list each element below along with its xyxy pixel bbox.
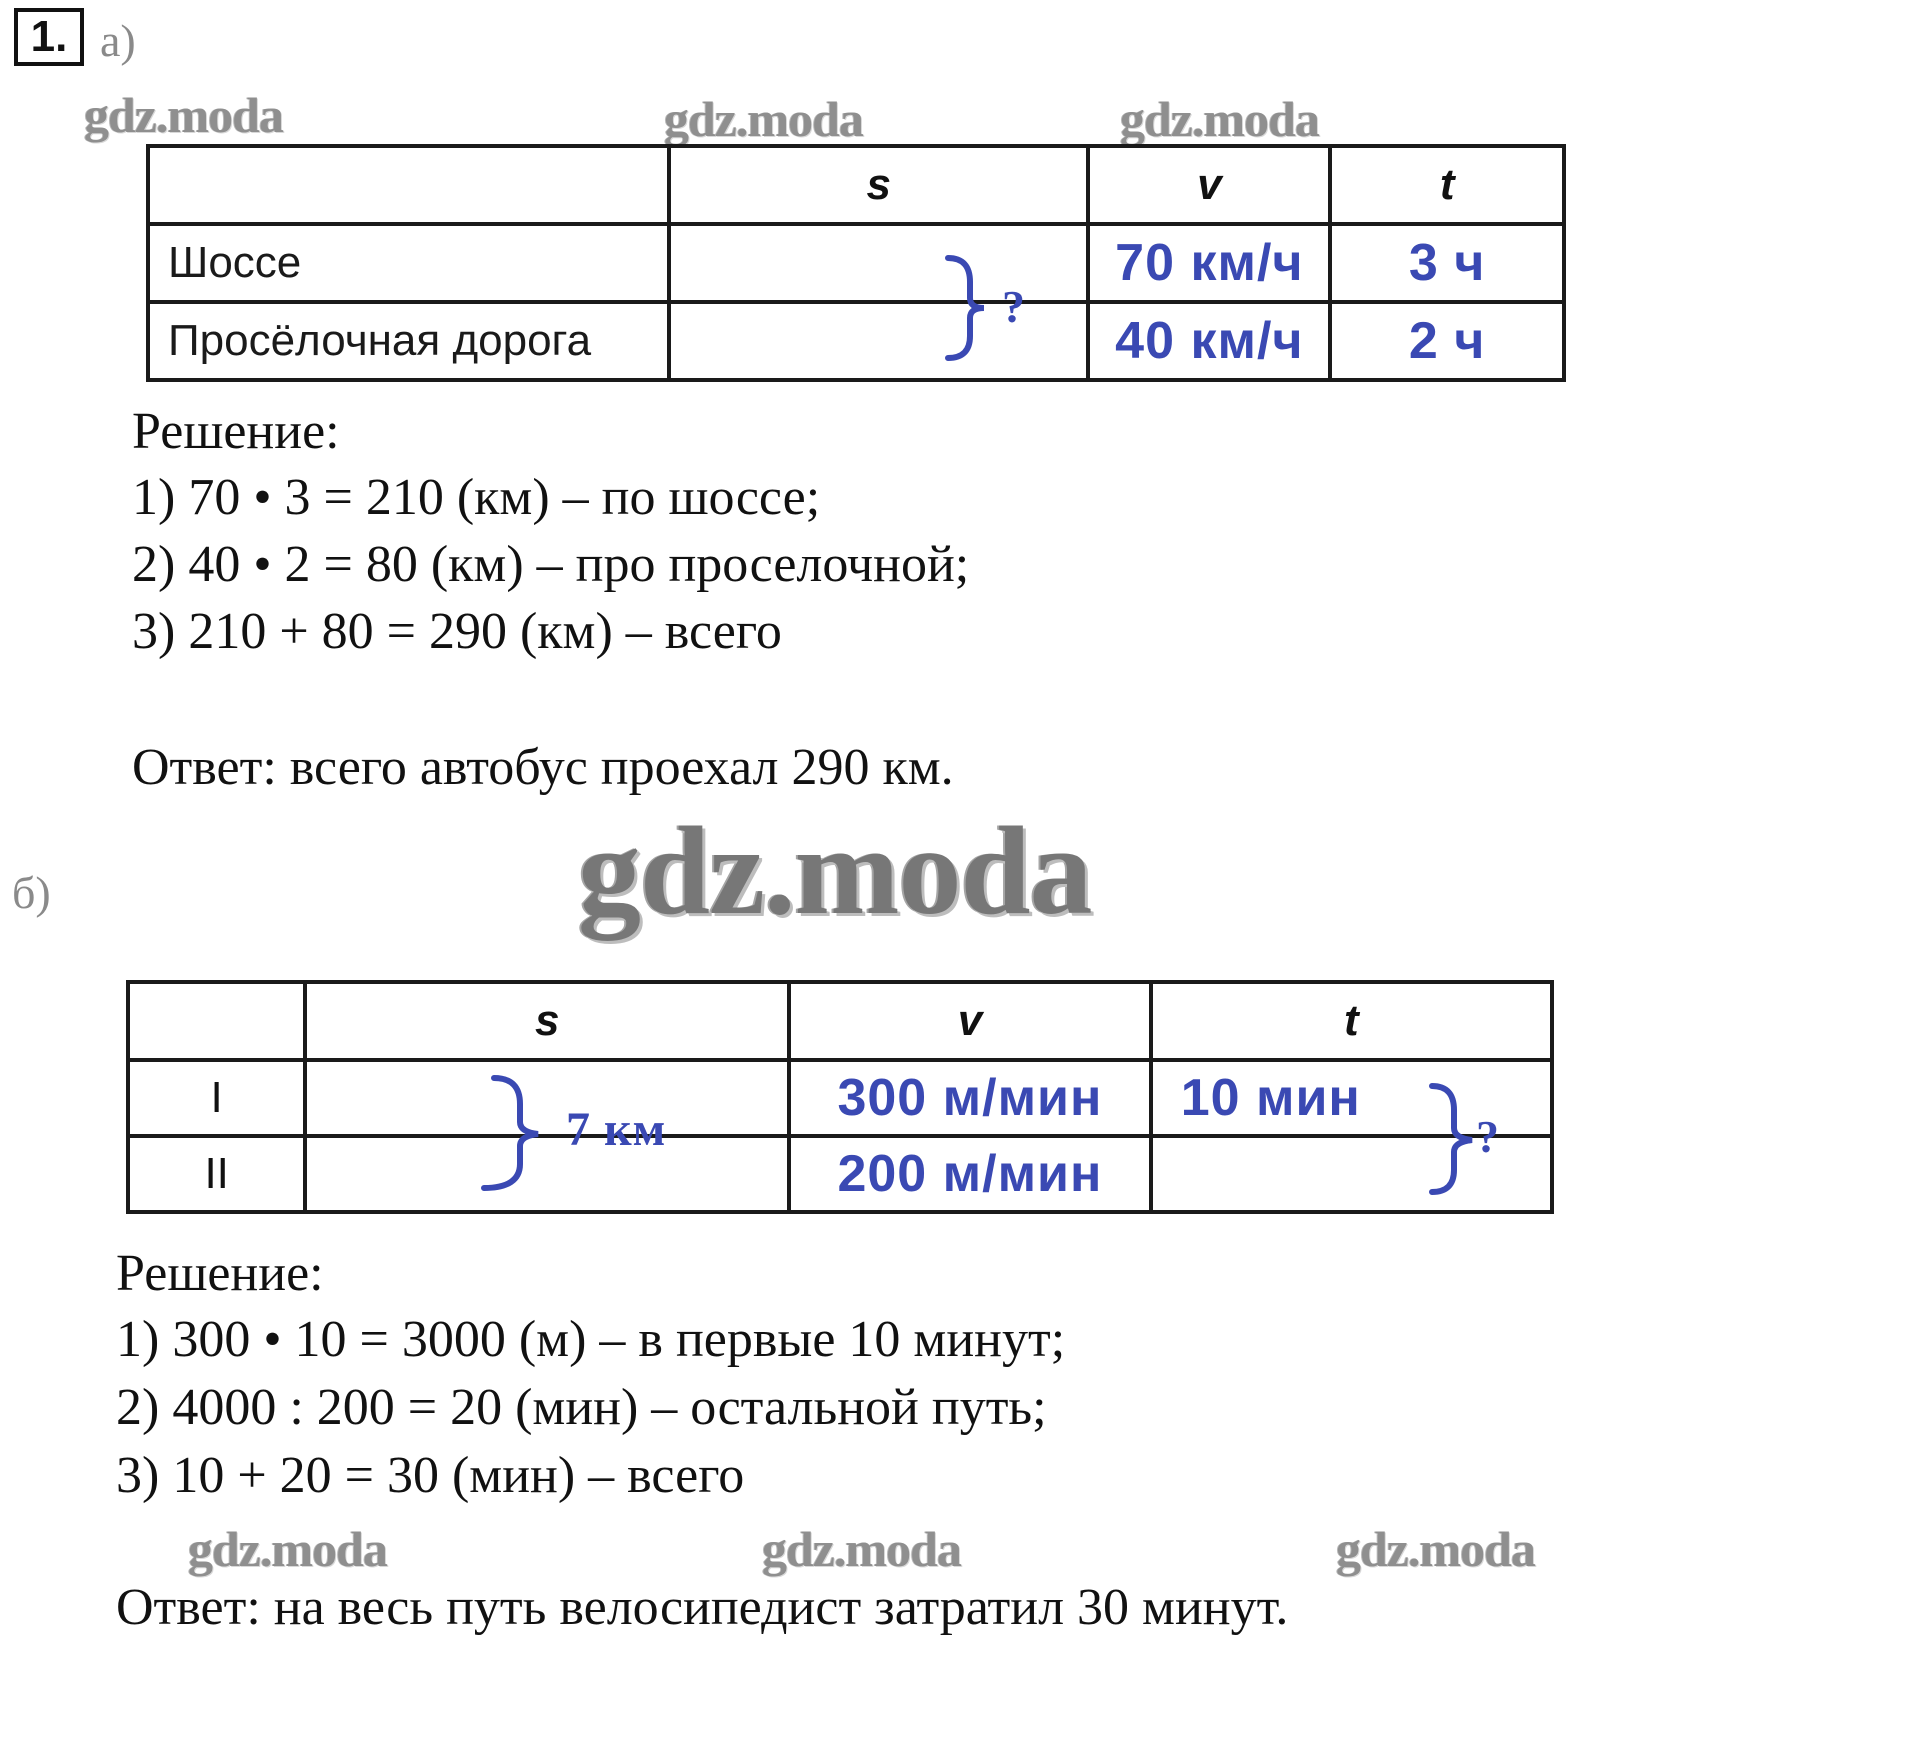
table-a	[146, 144, 1566, 382]
watermark: gdz.moda	[664, 91, 863, 147]
solution-b-step: 2) 4000 : 200 = 20 (мин) – остальной путь;	[116, 1379, 1047, 1436]
header-v: v	[1088, 146, 1330, 224]
watermark: gdz.moda	[84, 87, 283, 143]
header-s: s	[669, 146, 1088, 224]
row-label-highway: Шоссе	[148, 224, 669, 302]
table-row	[128, 1136, 1552, 1212]
table-b	[126, 980, 1554, 1214]
watermark: gdz.moda	[1336, 1521, 1535, 1577]
solution-b-answer: Ответ: на весь путь велосипедист затратил 30 минут.	[116, 1579, 1289, 1636]
watermark: gdz.moda	[762, 1521, 961, 1577]
header-empty	[148, 146, 669, 224]
row-label-second: II	[128, 1136, 305, 1212]
total-distance-mark: 7 км	[566, 1103, 667, 1156]
cell-speed: 300 м/мин	[789, 1060, 1150, 1136]
solution-a-heading: Решение:	[132, 403, 340, 460]
watermark: gdz.moda	[188, 1521, 387, 1577]
table-header-row	[148, 146, 1564, 224]
task-number: 1.	[14, 8, 84, 66]
table-header-row	[128, 982, 1552, 1060]
cell-time: 2 ч	[1330, 302, 1564, 380]
header-t: t	[1330, 146, 1564, 224]
solution-b-step: 1) 300 • 10 = 3000 (м) – в первые 10 минут;	[116, 1311, 1066, 1368]
cell-time: 10 мин	[1151, 1060, 1552, 1136]
solution-b-heading: Решение:	[116, 1245, 324, 1302]
watermark-large: gdz.moda	[578, 802, 1092, 941]
header-s: s	[305, 982, 789, 1060]
table-row	[148, 224, 1564, 302]
part-a-label: а)	[100, 15, 136, 66]
solution-a-step: 2) 40 • 2 = 80 (км) – про проселочной;	[132, 536, 970, 593]
unknown-time-mark: ?	[1476, 1111, 1500, 1162]
header-v: v	[789, 982, 1150, 1060]
unknown-distance-mark: ?	[1002, 281, 1026, 332]
solution-a-step: 3) 210 + 80 = 290 (км) – всего	[132, 603, 782, 660]
cell-speed: 40 км/ч	[1088, 302, 1330, 380]
watermark: gdz.moda	[1120, 91, 1319, 147]
table-row	[128, 1060, 1552, 1136]
row-label-first: I	[128, 1060, 305, 1136]
header-empty	[128, 982, 305, 1060]
solution-b-step: 3) 10 + 20 = 30 (мин) – всего	[116, 1447, 745, 1504]
part-b-label: б)	[12, 867, 51, 918]
header-t: t	[1151, 982, 1552, 1060]
solution-a-answer: Ответ: всего автобус проехал 290 км.	[132, 739, 954, 796]
cell-speed: 200 м/мин	[789, 1136, 1150, 1212]
cell-time: 3 ч	[1330, 224, 1564, 302]
curly-brace-icon	[478, 1072, 558, 1194]
row-label-dirt-road: Просёлочная дорога	[148, 302, 669, 380]
cell-speed: 70 км/ч	[1088, 224, 1330, 302]
solution-a-step: 1) 70 • 3 = 210 (км) – по шоссе;	[132, 469, 821, 526]
table-row	[148, 302, 1564, 380]
